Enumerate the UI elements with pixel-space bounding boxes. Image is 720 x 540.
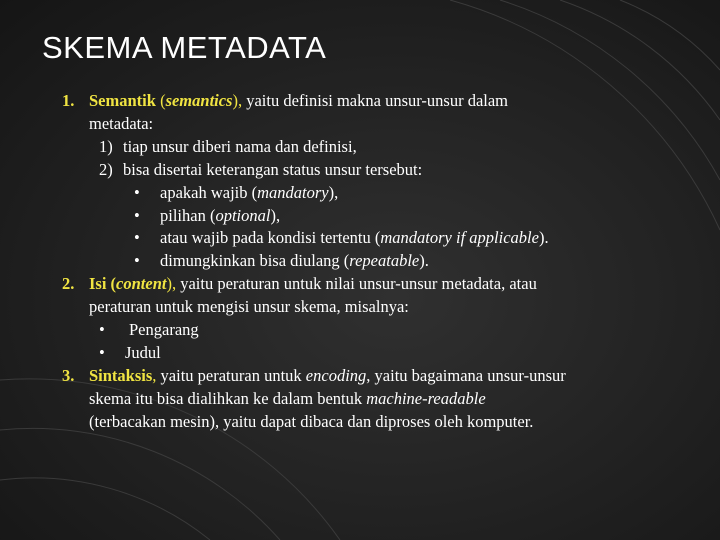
item-term: Semantik xyxy=(89,91,156,110)
item-number: 2. xyxy=(62,274,75,294)
bullet-item xyxy=(62,250,702,273)
bullet-item xyxy=(62,227,702,250)
bullet-text-end: ), xyxy=(270,205,281,225)
bullet-text: Pengarang xyxy=(129,320,199,340)
item-term-english: semantics xyxy=(165,91,233,110)
bullet-text-end: ). xyxy=(419,251,429,271)
bullet-item xyxy=(62,342,702,365)
item-term-open: ( xyxy=(155,91,166,110)
sub-item-text: bisa disertai keterangan status unsur tersebut: xyxy=(123,159,423,179)
sub-item xyxy=(62,159,702,182)
bullet-text: apakah wajib ( xyxy=(160,182,258,202)
slide-title: SKEMA METADATA xyxy=(42,30,327,65)
bullet-item xyxy=(62,205,702,228)
sub-item xyxy=(62,136,702,159)
item-description-italic: encoding xyxy=(305,365,367,385)
bullet-text: Judul xyxy=(125,342,161,362)
list-item-3 xyxy=(62,365,702,388)
item-term-close: ), xyxy=(232,91,243,110)
item-term: Isi ( xyxy=(89,274,117,294)
bullet-item xyxy=(62,182,702,205)
slide-content xyxy=(62,90,702,434)
bullet-icon: • xyxy=(134,228,140,248)
item-term-close: , xyxy=(152,365,157,385)
bullet-italic: repeatable xyxy=(349,251,420,271)
item-description-cont: peraturan untuk mengisi unsur skema, misalnya: xyxy=(89,297,409,317)
line-text: skema itu bisa dialihkan ke dalam bentuk xyxy=(89,388,367,408)
item-description: yaitu definisi makna unsur-unsur dalam xyxy=(242,91,509,110)
bullet-text-end: ). xyxy=(538,228,549,248)
list-item-1 xyxy=(62,90,702,113)
bullet-italic: optional xyxy=(215,205,271,225)
list-item-2 xyxy=(62,273,702,296)
item-description: yaitu peraturan untuk xyxy=(156,365,306,385)
bullet-italic: mandatory xyxy=(257,182,329,202)
item-description-end: , yaitu bagaimana unsur-unsur xyxy=(366,365,566,385)
sub-item-text: tiap unsur diberi nama dan definisi, xyxy=(123,136,357,156)
sub-item-number: 2) xyxy=(99,159,113,179)
item-description: yaitu peraturan untuk nilai unsur-unsur metadata, atau xyxy=(176,274,537,294)
item-number: 3. xyxy=(62,365,75,385)
bullet-italic: mandatory if applicable xyxy=(380,228,539,248)
bullet-icon: • xyxy=(134,205,140,225)
item-term-english: content xyxy=(116,274,167,294)
bullet-text-end: ), xyxy=(328,182,339,202)
item-number: 1. xyxy=(62,91,75,110)
item-term: Sintaksis xyxy=(89,365,153,385)
bullet-item xyxy=(62,319,702,342)
item-description-cont: metadata: xyxy=(89,113,154,133)
sub-item-number: 1) xyxy=(99,136,113,156)
bullet-text: dimungkinkan bisa diulang ( xyxy=(160,251,350,271)
bullet-text: atau wajib pada kondisi tertentu ( xyxy=(160,228,381,248)
bullet-icon: • xyxy=(99,342,105,362)
line-italic: machine-readable xyxy=(366,388,486,408)
bullet-icon: • xyxy=(134,182,140,202)
item-description-cont xyxy=(62,388,702,411)
bullet-icon: • xyxy=(134,251,140,271)
bullet-text: pilihan ( xyxy=(160,205,216,225)
bullet-icon: • xyxy=(99,320,105,340)
item-description-cont: (terbacakan mesin), yaitu dapat dibaca dan diproses oleh komputer. xyxy=(89,411,534,431)
item-term-close: ), xyxy=(166,274,177,294)
